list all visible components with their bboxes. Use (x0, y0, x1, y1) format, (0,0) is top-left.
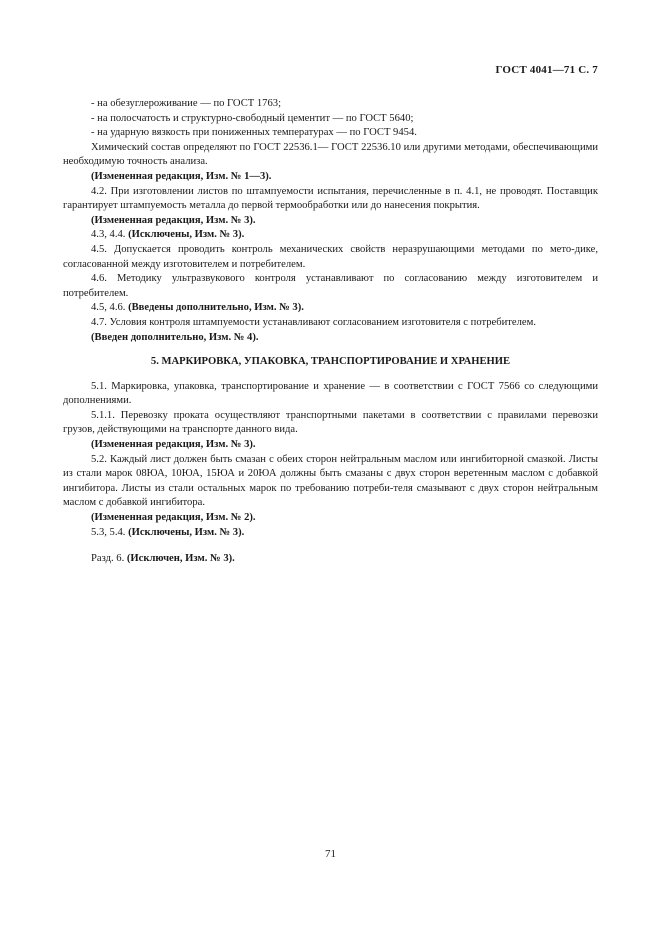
list-item-decarburization: - на обезуглероживание — по ГОСТ 1763; (91, 98, 282, 109)
amendment-note: (Исключены, Изм. № 3). (128, 229, 245, 241)
amendment-note: (Измененная редакция, Изм. № 3). (91, 214, 256, 226)
amendment-note: (Исключен, Изм. № 3). (126, 553, 235, 565)
paragraph-section-6 (63, 552, 598, 567)
amendment-note: (Исключены, Изм. № 3). (128, 526, 245, 538)
paragraph-4-7: 4.7. Условия контроля штампуемости устанавливают согласованием изготовителя с потребителем. (91, 316, 536, 328)
section-5-title: 5. МАРКИРОВКА, УПАКОВКА, ТРАНСПОРТИРОВАНИЕ И ХРАНЕНИЕ (150, 356, 511, 368)
clause-number: 4.5, 4.6. (91, 302, 129, 314)
clause-number: 4.3, 4.4. (91, 229, 129, 241)
amendment-note: (Введен дополнительно, Изм. № 4). (91, 331, 259, 343)
paragraph-4-5: 4.5. Допускается проводить контроль механических свойств неразрушающими методами по мето-дике, согласованной между изготовителем и потребителем. (63, 243, 598, 270)
page-header: ГОСТ 4041—71 С. 7 (495, 64, 598, 76)
paragraph-4-5-4-6 (63, 301, 598, 316)
list-item-impact-strength: - на ударную вязкость при пониженных температурах — по ГОСТ 9454. (91, 127, 417, 139)
paragraph-5-1: 5.1. Маркировка, упаковка, транспортирование и хранение — в соответствии с ГОСТ 7566 со следующими дополнениями. (63, 380, 598, 407)
paragraph-4-2: 4.2. При изготовлении листов по штампуемости испытания, перечисленные в п. 4.1, не проводят. Поставщик гарантирует штампуемость металла до первой термообработки или до нанесения покрытия. (63, 185, 598, 212)
paragraph-5-1-1: 5.1.1. Перевозку проката осуществляют транспортными пакетами в соответствии с правилами перевозки грузов, действующими на транспорте данного вида. (63, 409, 598, 436)
amendment-note: (Измененная редакция, Изм. № 3). (91, 439, 256, 451)
section-6-prefix: Разд. 6. (91, 553, 127, 565)
amendment-note: (Измененная редакция, Изм. № 1—3). (91, 170, 272, 182)
paragraph-5-2: 5.2. Каждый лист должен быть смазан с обеих сторон нейтральным маслом или ингибиторной смазкой. Листы из стали марок 08ЮА, 10ЮА, 15ЮА и 20ЮА должны быть смазаны с двух сторон веретенным маслом с добавкой ингибитора. Листы из стали остальных марок по требованию потреби-теля смазывают с двух сторон нейтральным маслом с добавкой ингибитора. (63, 453, 598, 509)
clause-number: 5.3, 5.4. (91, 526, 129, 538)
spacer (63, 540, 598, 552)
paragraph-chemical-composition: Химический состав определяют по ГОСТ 22536.1— ГОСТ 22536.10 или другими методами, обеспечивающими необходимую точность анализа. (63, 141, 598, 168)
amendment-note: (Введены дополнительно, Изм. № 3). (128, 302, 304, 314)
page-content (63, 97, 598, 567)
paragraph-5-3-5-4 (63, 526, 598, 541)
page-number: 71 (325, 848, 336, 860)
list-item-banding: - на полосчатость и структурно-свободный цементит — по ГОСТ 5640; (91, 112, 414, 124)
paragraph-4-6: 4.6. Методику ультразвукового контроля устанавливают по согласованию между изготовителем и потребителем. (63, 273, 598, 299)
paragraph-4-3-4-4 (63, 228, 598, 243)
amendment-note: (Измененная редакция, Изм. № 2). (91, 512, 256, 524)
